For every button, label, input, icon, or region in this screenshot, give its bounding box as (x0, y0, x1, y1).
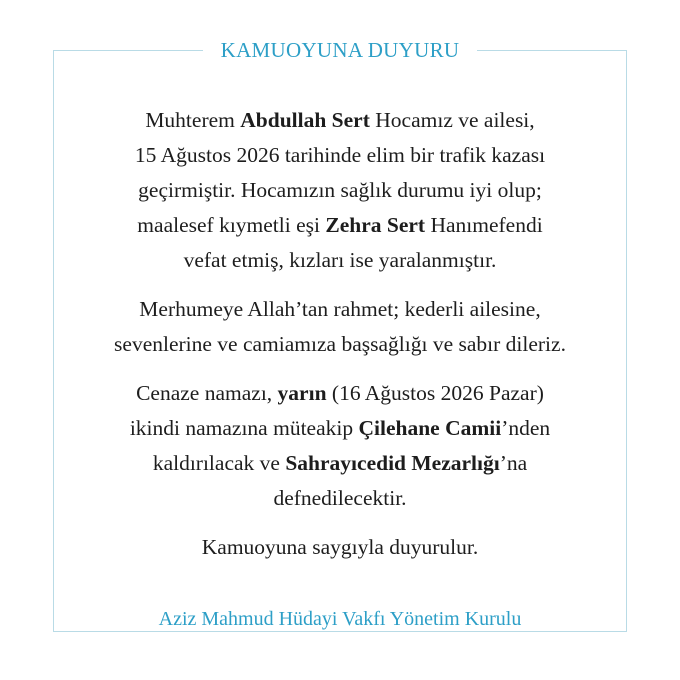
footer-container (0, 608, 680, 631)
person-name-abdullah: Abdullah Sert (240, 108, 370, 132)
person-name-zehra: Zehra Sert (325, 213, 426, 237)
text-line: Merhumeye Allah’tan rahmet; kederli ailesine, (139, 297, 541, 321)
paragraph-accident (60, 103, 620, 278)
text-line: defnedilecektir. (273, 486, 407, 510)
text-line: 15 Ağustos 2026 tarihinde elim bir trafik kazası (134, 143, 546, 167)
cemetery-name: Sahrayıcedid Mezarlığı (285, 451, 500, 475)
text-line: vefat etmiş, kızları ise yaralanmıştır. (183, 248, 497, 272)
text-segment: (16 Ağustos 2026 Pazar) (326, 381, 544, 405)
text-segment: Cenaze namazı, (136, 381, 278, 405)
signature: Aziz Mahmud Hüdayi Vakfı Yönetim Kurulu (139, 608, 542, 631)
text-segment: Hocamız ve ailesi, (369, 108, 535, 132)
text-segment: maalesef kıymetli eşi (137, 213, 326, 237)
text-line: sevenlerine ve camiamıza başsağlığı ve sabır dileriz. (114, 332, 566, 356)
announcement-body (60, 103, 620, 579)
text-line: geçirmiştir. Hocamızın sağlık durumu iyi olup; (138, 178, 542, 202)
text-segment: ’nden (501, 416, 551, 440)
text-segment: Muhterem (145, 108, 241, 132)
text-segment: Hanımefendi (425, 213, 543, 237)
text-line: Kamuoyuna saygıyla duyurulur. (201, 535, 479, 559)
text-segment: ikindi namazına müteakip (129, 416, 359, 440)
text-segment: ’na (499, 451, 528, 475)
text-segment: kaldırılacak ve (152, 451, 286, 475)
paragraph-condolence (60, 292, 620, 362)
mosque-name: Çilehane Camii (358, 416, 502, 440)
page-title: KAMUOYUNA DUYURU (203, 38, 478, 63)
paragraph-closing (60, 530, 620, 565)
funeral-day: yarın (277, 381, 327, 405)
paragraph-funeral (60, 376, 620, 516)
